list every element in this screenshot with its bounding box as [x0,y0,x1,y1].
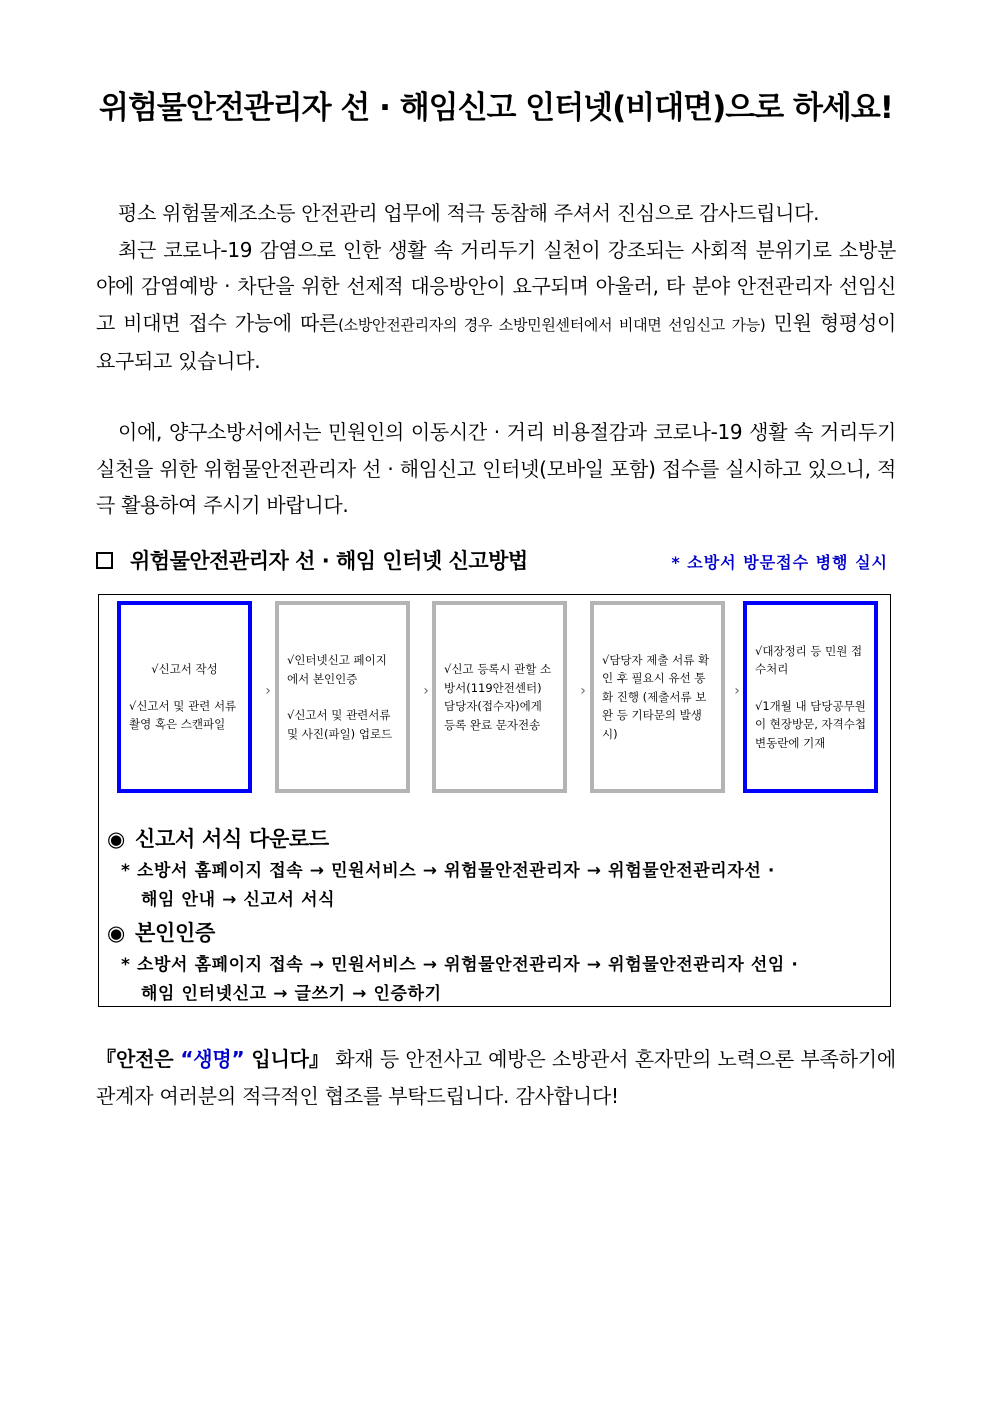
auth-path-line1: * 소방서 홈페이지 접속 → 민원서비스 → 위험물안전관리자 → 위험물안전관리자 선임 · [121,955,799,975]
step-5-box [743,601,878,793]
section-heading [96,545,896,577]
step-4-text-a: √담당자 제출 서류 확인 후 필요시 유선 통화 진행 (제출서류 보완 등 기타문의 발생시) [602,652,710,741]
download-path-line1: * 소방서 홈페이지 접속 → 민원서비스 → 위험물안전관리자 → 위험물안전관리자선 · [121,861,775,881]
section-note: * 소방서 방문접수 병행 실시 [671,553,888,572]
step-5-text-a: √대장정리 등 민원 접수처리 [755,643,863,677]
radio-bullet-icon: ◉ [107,921,126,945]
intro-line2b: 민원 형평성이 요구되고 있습니다. [96,310,896,373]
section-title: 위험물안전관리자 선 · 해임 인터넷 신고방법 [130,549,528,573]
auth-path-line2: 해임 인터넷신고 → 글쓰기 → 인증하기 [141,984,442,1004]
auth-heading-text: 본인인증 [135,921,215,945]
step-1-text-b: √신고서 및 관련 서류 촬영 혹은 스캔파일 [129,698,237,732]
page-title: 위험물안전관리자 선 · 해임신고 인터넷(비대면)으로 하세요! [99,90,893,126]
auth-heading [107,917,215,947]
closing-text: 화재 등 안전사고 예방은 소방관서 혼자만의 노력으론 부족하기에 관계자 여러분의 적극적인 협조를 부탁드립니다. 감사합니다! [96,1047,896,1108]
closing-paragraph [96,1041,896,1115]
step-2-box [275,601,410,793]
radio-bullet-icon: ◉ [107,827,126,851]
chevron-right-icon: › [734,683,740,699]
intro-line2a: 최근 코로나-19 감염으로 인한 생활 속 거리두기 실천이 강조되는 사회적 분위기로 소방분야에 감염예방 · 차단을 위한 선제적 대응방안이 요구되며 아울러, 타 분야 안전관리자 선임신고 비대면 접수 가능에 따른 [96,237,896,335]
closing-bold-close: 입니다』 [244,1047,329,1071]
procedure-frame [98,594,891,1007]
step-1-box [117,601,252,793]
intro-line1: 평소 위험물제조소등 안전관리 업무에 적극 동참해 주셔서 진심으로 감사드립니다. [118,201,820,225]
checkbox-square-icon [96,552,113,569]
closing-bold-open: 『안전은 [96,1047,181,1071]
step-4-box [590,601,725,793]
step-1-text-a: √신고서 작성 [151,662,218,677]
chevron-right-icon: › [265,683,271,699]
auth-path [121,951,883,1009]
step-2-text-b: √신고서 및 관련서류 및 사진(파일) 업로드 [287,708,393,741]
notice-text: 이에, 양구소방서에서는 민원인의 이동시간 · 거리 비용절감과 코로나-19 생활 속 거리두기 실천을 위한 위험물안전관리자 선 · 해임신고 인터넷(모바일 포함) 접수를 실시하고 있으니, 적극 활용하여 주시기 바랍니다. [96,420,896,517]
intro-small-note: (소방안전관리자의 경우 소방민원센터에서 비대면 선임신고 가능) [338,315,766,334]
step-5-text-b: √1개월 내 담당공무원이 현장방문, 자격수첩 변동란에 기재 [755,698,866,750]
intro-paragraph [96,195,896,380]
download-heading [107,823,329,853]
step-3-text-a: √신고 등록시 관할 소방서(119안전센터) 담당자(접수자)에게 등록 완료 문자전송 [444,662,552,732]
closing-life-word: “생명” [180,1047,245,1071]
notice-paragraph [96,414,896,524]
step-3-box [432,601,567,793]
chevron-right-icon: › [423,683,429,699]
step-2-text-a: √인터넷신고 페이지 에서 본인인증 [287,653,387,686]
download-path-line2: 해임 안내 → 신고서 서식 [141,890,336,910]
chevron-right-icon: › [580,683,586,699]
download-heading-text: 신고서 서식 다운로드 [135,827,329,851]
download-path [121,857,883,915]
